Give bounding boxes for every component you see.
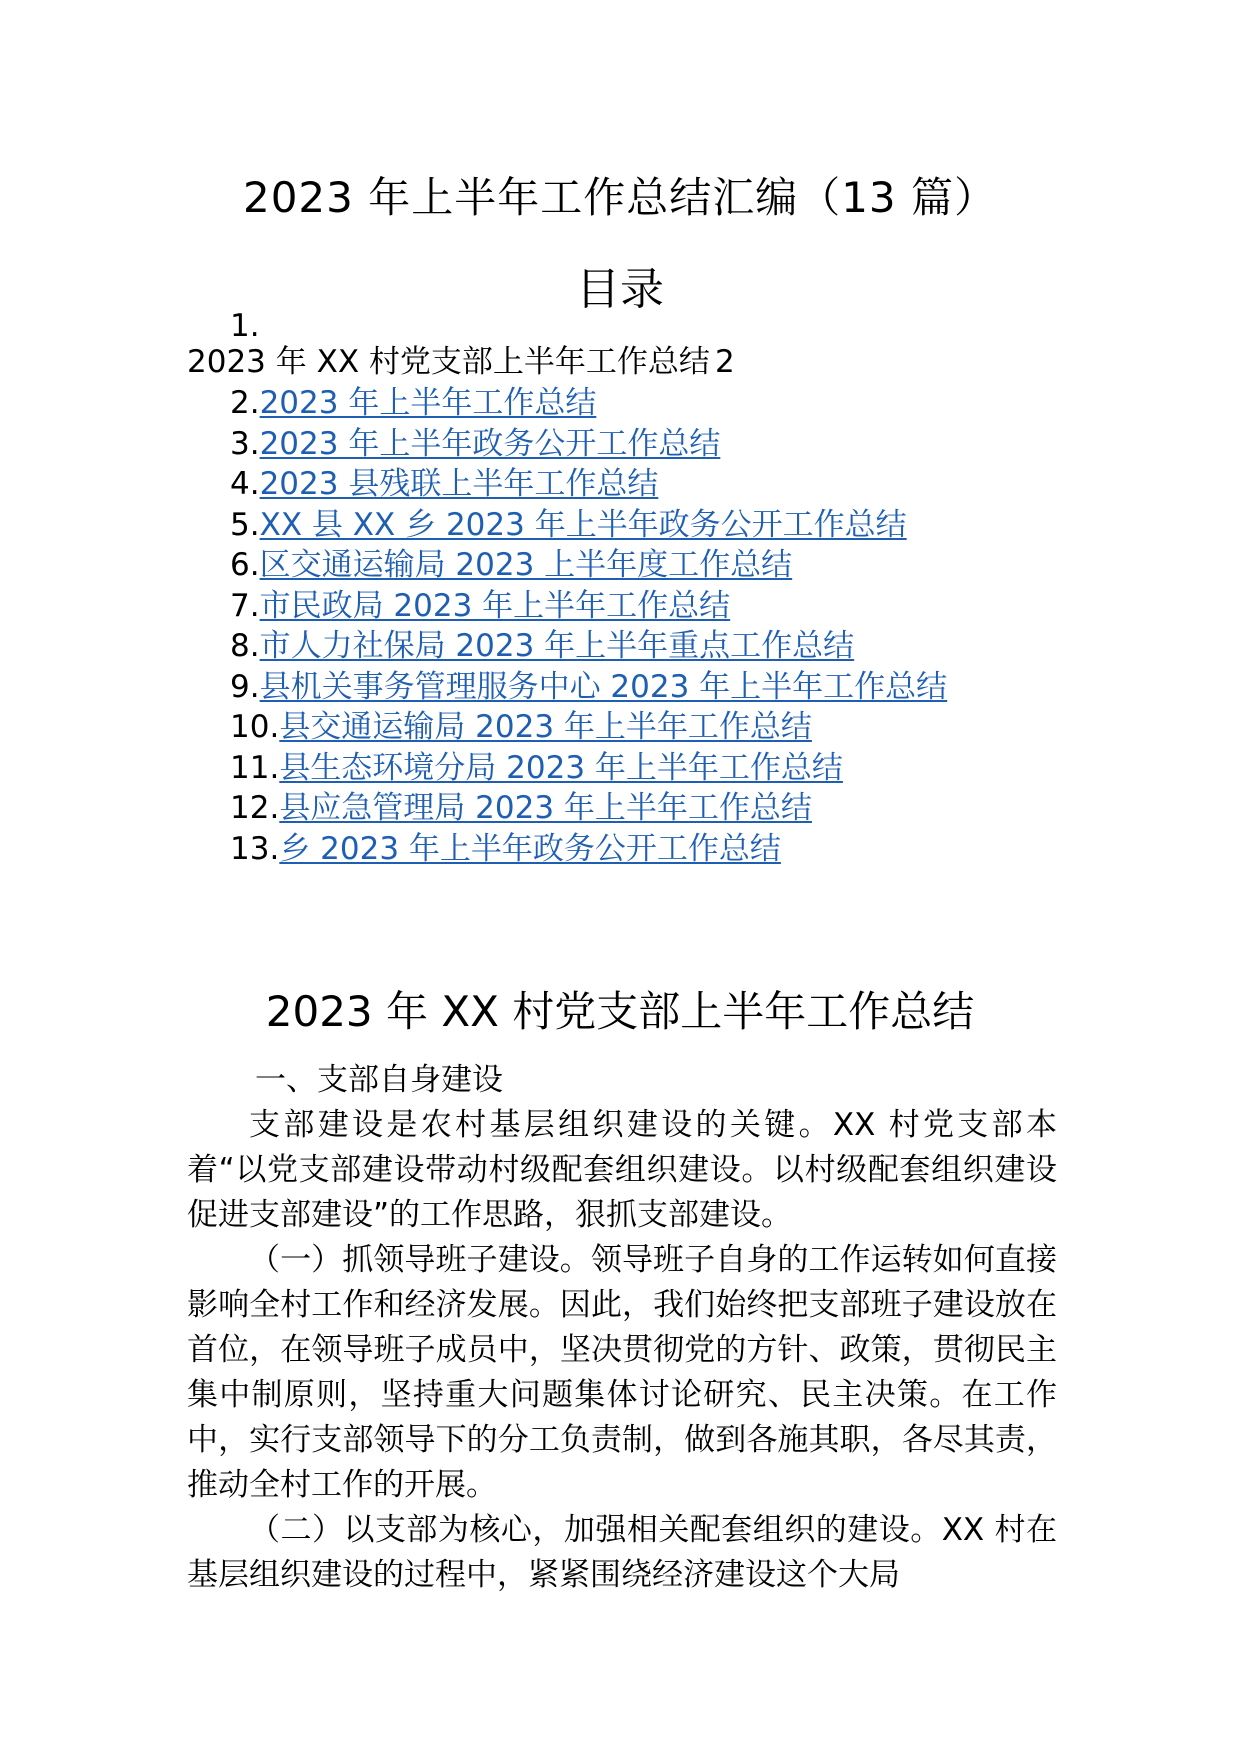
toc-entry-4[interactable]: 4.2023 县残联上半年工作总结 [230, 466, 659, 502]
toc-page-number: 2 [715, 344, 735, 380]
toc-entry-8[interactable]: 8.市人力社保局 2023 年上半年重点工作总结 [230, 628, 855, 664]
toc-entry-1[interactable] [187, 340, 747, 384]
toc-heading: 目录 [576, 264, 664, 315]
paragraph: （二）以支部为核心，加强相关配套组织的建设。XX 村在基层组织建设的过程中，紧紧围绕经济建设这个大局 [187, 1512, 1057, 1593]
toc-entry-3[interactable]: 3.2023 年上半年政务公开工作总结 [230, 426, 721, 462]
toc-link[interactable]: 市人力社保局 2023 年上半年重点工作总结 [259, 628, 855, 664]
toc-entry-9[interactable]: 9.县机关事务管理服务中心 2023 年上半年工作总结 [230, 669, 948, 705]
body-text [187, 1058, 1057, 1598]
toc-link[interactable]: 2023 县残联上半年工作总结 [259, 466, 659, 502]
toc-entry-12[interactable]: 12.县应急管理局 2023 年上半年工作总结 [230, 790, 812, 826]
toc-link[interactable]: 县交通运输局 2023 年上半年工作总结 [279, 709, 812, 745]
paragraph: 支部建设是农村基层组织建设的关键。XX 村党支部本着“以党支部建设带动村级配套组织建设。以村级配套组织建设促进支部建设”的工作思路，狠抓支部建设。 [187, 1107, 1057, 1233]
subheading: 一、支部自身建设 [255, 1062, 503, 1098]
toc-link[interactable]: 区交通运输局 2023 上半年度工作总结 [259, 547, 793, 583]
toc-link[interactable]: 县生态环境分局 2023 年上半年工作总结 [279, 750, 843, 786]
toc-entry-10[interactable]: 10.县交通运输局 2023 年上半年工作总结 [230, 709, 812, 745]
toc-link[interactable]: 县应急管理局 2023 年上半年工作总结 [279, 790, 812, 826]
document-title: 2023 年上半年工作总结汇编（13 篇） [242, 173, 998, 222]
toc-link[interactable]: 市民政局 2023 年上半年工作总结 [259, 588, 731, 624]
toc-entry-13[interactable]: 13.乡 2023 年上半年政务公开工作总结 [230, 831, 781, 867]
toc-entry-label[interactable]: 2023 年 XX 村党支部上半年工作总结 [187, 344, 710, 380]
toc-entry-11[interactable]: 11.县生态环境分局 2023 年上半年工作总结 [230, 750, 843, 786]
section-title: 2023 年 XX 村党支部上半年工作总结 [265, 987, 975, 1036]
toc-entry-5[interactable]: 5.XX 县 XX 乡 2023 年上半年政务公开工作总结 [230, 507, 907, 543]
toc-entry-6[interactable]: 6.区交通运输局 2023 上半年度工作总结 [230, 547, 793, 583]
toc-link[interactable]: 2023 年上半年工作总结 [259, 385, 597, 421]
toc-entry-7[interactable]: 7.市民政局 2023 年上半年工作总结 [230, 588, 731, 624]
toc-link[interactable]: XX 县 XX 乡 2023 年上半年政务公开工作总结 [259, 507, 907, 543]
toc-link[interactable]: 乡 2023 年上半年政务公开工作总结 [279, 831, 781, 867]
paragraph: （一）抓领导班子建设。领导班子自身的工作运转如何直接影响全村工作和经济发展。因此，我们始终把支部班子建设放在首位，在领导班子成员中，坚决贯彻党的方针、政策，贯彻民主集中制原则，坚持重大问题集体讨论研究、民主决策。在工作中，实行支部领导下的分工负责制，做到各施其职，各尽其责，推动全村工作的开展。 [187, 1242, 1057, 1503]
toc-entry-1-number: 1. [230, 308, 260, 344]
toc-entry-2[interactable]: 2.2023 年上半年工作总结 [230, 385, 597, 421]
toc-link[interactable]: 2023 年上半年政务公开工作总结 [259, 426, 721, 462]
toc-link[interactable]: 县机关事务管理服务中心 2023 年上半年工作总结 [259, 669, 948, 705]
